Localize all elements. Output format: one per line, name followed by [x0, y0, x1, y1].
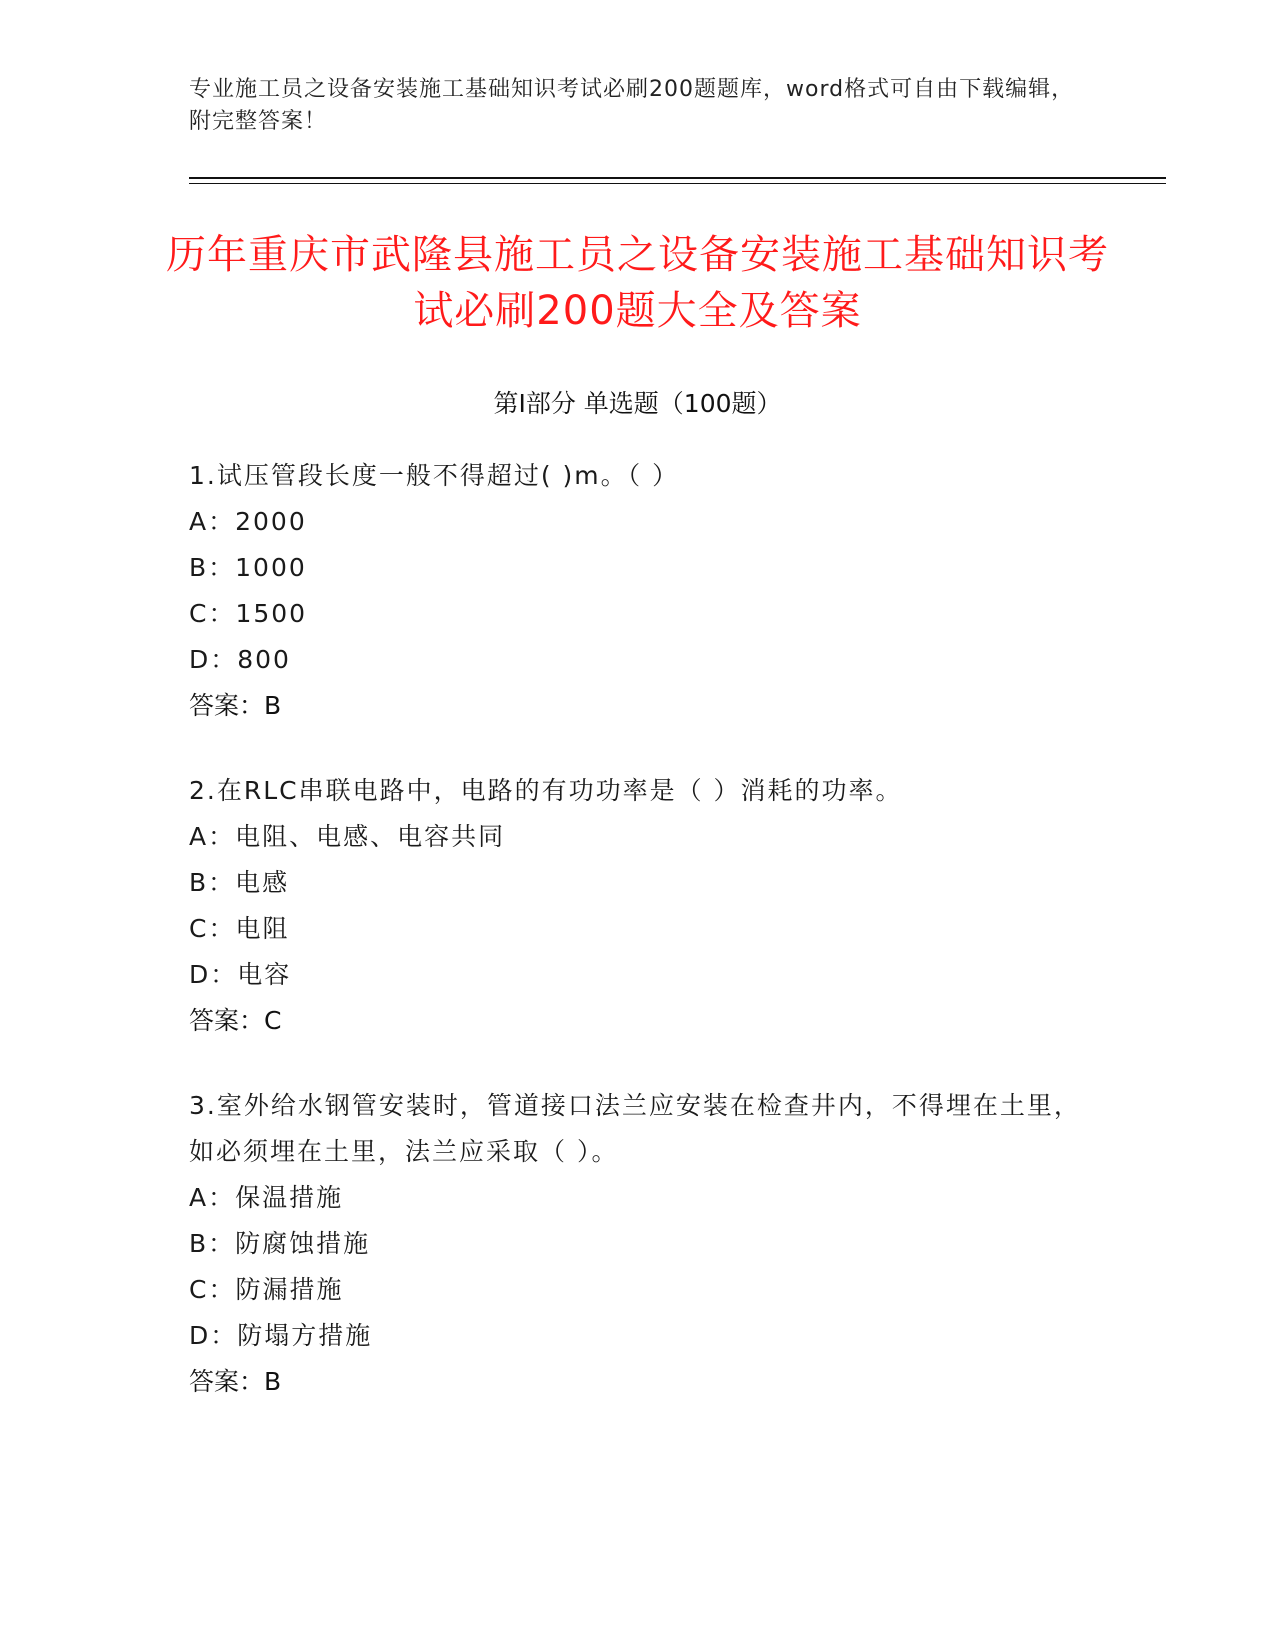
option-d: D：电容 — [189, 960, 292, 989]
option-b: B：1000 — [189, 553, 307, 582]
option-c: C：电阻 — [189, 914, 290, 943]
option-c: C：防漏措施 — [189, 1275, 344, 1304]
header-divider-thin — [189, 183, 1166, 184]
question-text: 2.在RLC串联电路中，电路的有功功率是（ ）消耗的功率。 — [189, 776, 903, 805]
question-text: 1.试压管段长度一般不得超过( )m。（ ） — [189, 461, 680, 490]
option-c: C：1500 — [189, 599, 308, 628]
option-a: A：2000 — [189, 507, 307, 536]
option-b: B：电感 — [189, 868, 290, 897]
option-b: B：防腐蚀措施 — [189, 1229, 371, 1258]
option-a: A：电阻、电感、电容共同 — [189, 822, 506, 851]
header-note: 专业施工员之设备安装施工基础知识考试必刷200题题库，word格式可自由下载编辑，附完整答案！ — [189, 77, 1075, 134]
option-a: A：保温措施 — [189, 1183, 344, 1212]
section-title: 第Ⅰ部分 单选题（100题） — [493, 389, 782, 418]
option-d: D：防塌方措施 — [189, 1321, 373, 1350]
header-divider-thick — [189, 177, 1166, 179]
document-title: 历年重庆市武隆县施工员之设备安装施工基础知识考试必刷200题大全及答案 — [166, 232, 1109, 334]
question-1 — [189, 453, 1089, 729]
answer: 答案：B — [189, 1367, 282, 1396]
answer: 答案：C — [189, 1006, 282, 1035]
question-3 — [189, 1083, 1089, 1405]
question-text: 3.室外给水钢管安装时，管道接口法兰应安装在检查井内，不得埋在土里，如必须埋在土里，法兰应采取（ ）。 — [189, 1091, 1081, 1166]
option-d: D：800 — [189, 645, 291, 674]
question-2 — [189, 768, 1089, 1044]
answer: 答案：B — [189, 691, 282, 720]
